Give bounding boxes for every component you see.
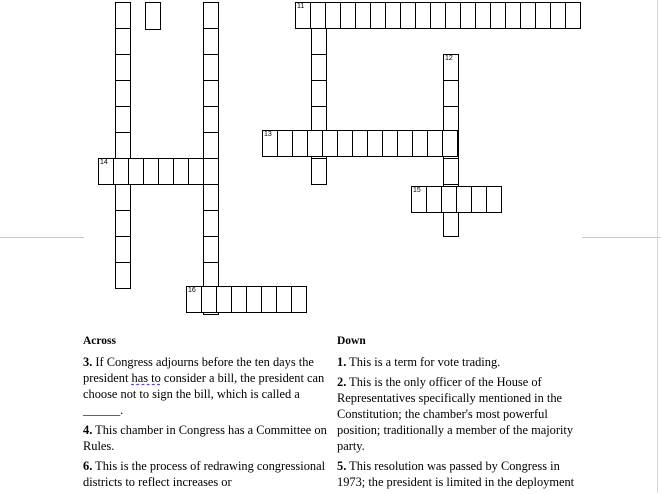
across-clue-6 — [83, 458, 333, 490]
crossword-cell[interactable] — [352, 130, 368, 157]
crossword-cell[interactable] — [115, 132, 131, 159]
clue-text: This resolution was passed by Congress in 1973; the president is limited in the deployment — [337, 459, 575, 489]
crossword-cell[interactable] — [231, 286, 247, 313]
crossword-cell[interactable] — [115, 184, 131, 211]
crossword-cell[interactable] — [442, 130, 458, 157]
crossword-cell[interactable] — [441, 186, 457, 213]
crossword-cell[interactable] — [158, 158, 174, 185]
crossword-cell[interactable] — [291, 286, 307, 313]
crossword-cell[interactable] — [385, 2, 401, 29]
crossword-cell[interactable] — [311, 54, 327, 81]
down-clue-5 — [337, 458, 587, 490]
crossword-cell[interactable] — [382, 130, 398, 157]
crossword-cell[interactable] — [203, 2, 219, 29]
down-clue-1 — [337, 354, 587, 370]
crossword-cell[interactable] — [426, 186, 442, 213]
across-heading: Across — [83, 335, 117, 347]
down-clue-2 — [337, 374, 587, 454]
crossword-cell[interactable] — [443, 80, 459, 107]
crossword-cell[interactable] — [203, 28, 219, 55]
crossword-cell[interactable] — [188, 158, 204, 185]
down-clues — [337, 333, 587, 494]
crossword-cell[interactable] — [520, 2, 536, 29]
crossword-cell[interactable] — [460, 2, 476, 29]
grammar-marked-text[interactable]: has to — [131, 371, 161, 385]
clue-number-label: 15 — [413, 187, 421, 194]
crossword-cell[interactable] — [115, 54, 131, 81]
crossword-cell[interactable] — [261, 286, 277, 313]
crossword-cell[interactable] — [310, 2, 326, 29]
down-heading: Down — [337, 335, 366, 347]
clue-text: This is the process of redrawing congressional districts to reflect increases or — [83, 459, 326, 489]
crossword-cell[interactable] — [128, 158, 144, 185]
crossword-cell[interactable] — [311, 106, 327, 133]
clue-number: 1. — [337, 355, 347, 369]
crossword-cell[interactable] — [115, 80, 131, 107]
crossword-cell[interactable] — [113, 158, 129, 185]
crossword-cell[interactable] — [475, 2, 491, 29]
crossword-cell[interactable] — [456, 186, 472, 213]
crossword-cell[interactable] — [203, 106, 219, 133]
across-clue-3 — [83, 354, 333, 418]
crossword-cell[interactable] — [203, 80, 219, 107]
crossword-cell[interactable] — [115, 262, 131, 289]
crossword-cell[interactable] — [276, 286, 292, 313]
crossword-cell[interactable] — [186, 286, 202, 313]
clue-number: 6. — [83, 459, 93, 473]
across-clues — [83, 333, 333, 494]
crossword-cell[interactable] — [216, 286, 232, 313]
clue-number: 2. — [337, 375, 347, 389]
clue-number: 3. — [83, 355, 93, 369]
crossword-cell[interactable] — [311, 158, 327, 185]
crossword-cell[interactable] — [295, 2, 311, 29]
crossword-cell[interactable] — [397, 130, 413, 157]
crossword-cell[interactable] — [246, 286, 262, 313]
crossword-cell[interactable] — [490, 2, 506, 29]
crossword-cell[interactable] — [400, 2, 416, 29]
across-clue-4 — [83, 422, 333, 454]
crossword-cell[interactable] — [201, 286, 217, 313]
crossword-cell[interactable] — [203, 184, 219, 211]
clue-number-label: 16 — [188, 287, 196, 294]
crossword-cell[interactable] — [445, 2, 461, 29]
clue-number: 4. — [83, 423, 93, 437]
crossword-cell[interactable] — [412, 130, 428, 157]
crossword-cell[interactable] — [325, 2, 341, 29]
crossword-cell[interactable] — [443, 158, 459, 185]
crossword-cell[interactable] — [565, 2, 581, 29]
crossword-cell[interactable] — [203, 158, 219, 185]
crossword-cell[interactable] — [145, 2, 161, 30]
crossword-cell[interactable] — [311, 28, 327, 55]
crossword-cell[interactable] — [415, 2, 431, 29]
crossword-cell[interactable] — [471, 186, 487, 213]
crossword-cell[interactable] — [443, 210, 459, 237]
crossword-cell[interactable] — [115, 236, 131, 263]
crossword-cell[interactable] — [115, 210, 131, 237]
crossword-cell[interactable] — [443, 106, 459, 133]
crossword-cell[interactable] — [203, 236, 219, 263]
crossword-cell[interactable] — [443, 54, 459, 81]
crossword-cell[interactable] — [203, 132, 219, 159]
crossword-cell[interactable] — [430, 2, 446, 29]
clue-text: This is a term for vote trading. — [349, 355, 501, 369]
crossword-cell[interactable] — [322, 130, 338, 157]
crossword-cell[interactable] — [115, 2, 131, 29]
crossword-cell[interactable] — [143, 158, 159, 185]
crossword-cell[interactable] — [370, 2, 386, 29]
crossword-cell[interactable] — [337, 130, 353, 157]
crossword-cell[interactable] — [98, 158, 114, 185]
clue-number-label: 13 — [264, 131, 272, 138]
clue-text: If Congress adjourns before the ten days the president — [83, 355, 314, 385]
crossword-cell[interactable] — [427, 130, 443, 157]
crossword-cell[interactable] — [292, 130, 308, 157]
crossword-cell[interactable] — [550, 2, 566, 29]
crossword-cell[interactable] — [203, 210, 219, 237]
clue-text: This is the only officer of the House of Representatives specifically mentioned in the Constitution; the chamber's most powerful position; traditionally a member of the majority party. — [337, 375, 574, 453]
crossword-cell[interactable] — [277, 130, 293, 157]
crossword-cell[interactable] — [505, 2, 521, 29]
clue-text: consider a bill, the president can choose not to sign the bill, which is called a ______. — [83, 371, 325, 417]
crossword-cell[interactable] — [311, 80, 327, 107]
crossword-cell[interactable] — [307, 130, 323, 157]
clue-number: 5. — [337, 459, 347, 473]
clue-number-label: 14 — [100, 159, 108, 166]
crossword-cell[interactable] — [173, 158, 189, 185]
crossword-cell[interactable] — [355, 2, 371, 29]
crossword-cell[interactable] — [115, 106, 131, 133]
clue-text: This chamber in Congress has a Committee on Rules. — [83, 423, 327, 453]
clue-number-label: 12 — [445, 55, 453, 62]
crossword-cell[interactable] — [486, 186, 502, 213]
crossword-cell[interactable] — [203, 262, 219, 289]
crossword-cell[interactable] — [340, 2, 356, 29]
crossword-cell[interactable] — [411, 186, 427, 213]
crossword-cell[interactable] — [203, 54, 219, 81]
crossword-cell[interactable] — [367, 130, 383, 157]
crossword-cell[interactable] — [262, 130, 278, 157]
clue-number-label: 11 — [297, 3, 305, 10]
crossword-cell[interactable] — [535, 2, 551, 29]
crossword-cell[interactable] — [115, 28, 131, 55]
